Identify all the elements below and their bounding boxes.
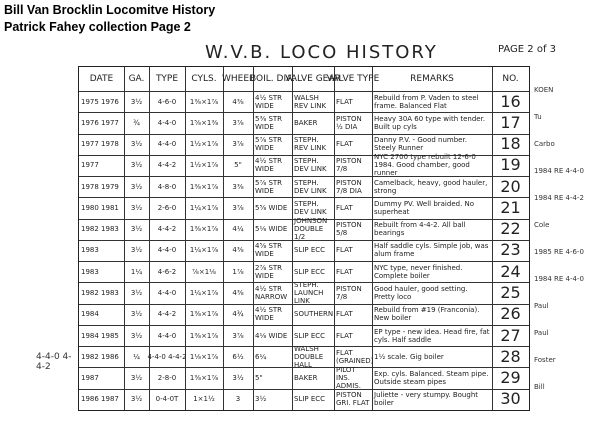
cell-remarks: Exp. cyls. Balanced. Steam pipe. Outside steam pipes: [374, 370, 489, 387]
column-divider: [253, 67, 254, 410]
cell-valve-gear: SOUTHERN: [294, 310, 334, 319]
cell-number: 26: [500, 304, 521, 324]
cell-gauge: 3½: [130, 225, 143, 234]
cell-boiler-diameter: 4½ STR WIDE: [255, 157, 283, 174]
cell-wheel: 3⅞: [232, 331, 244, 340]
cell-cylinders: 1⅜×1⅞: [189, 310, 219, 319]
cell-valve-type: FLAT: [336, 310, 353, 319]
cell-type: 4-4-2: [157, 161, 177, 170]
cell-wheel: 4¼: [232, 225, 244, 234]
cell-remarks: NYC type, never finished. Complete boiler: [374, 263, 463, 280]
cell-remarks: Half saddle cyls. Simple job, was alum frame: [374, 242, 489, 259]
cell-number: 25: [500, 283, 521, 303]
right-margin-note: Paul: [534, 329, 549, 337]
cell-date: 1982 1986: [81, 352, 119, 361]
cell-remarks: NYC 2700 type rebuilt 12-6-0 1984. Good chamber, good runner: [374, 153, 476, 178]
cell-gauge: 3½: [130, 246, 143, 255]
cell-wheel: 3⅞: [232, 118, 244, 127]
cell-remarks: Rebuild from #19 (Franconia). New boiler: [374, 306, 480, 323]
cell-cylinders: 1¼×1⅞: [189, 246, 219, 255]
cell-date: 1987: [81, 374, 99, 383]
sheet-title: W.V.B. LOCO HISTORY: [205, 42, 438, 63]
cell-valve-type: PISTON GRI. FLAT: [336, 391, 370, 408]
cell-valve-type: FLAT: [336, 97, 353, 106]
right-margin-note: Cole: [534, 221, 550, 229]
cell-valve-type: FLAT: [336, 140, 353, 149]
cell-cylinders: 1⅜×1⅞: [189, 225, 219, 234]
cell-type: 4-8-0: [157, 182, 177, 191]
cell-gauge: 1¼: [130, 267, 143, 276]
cell-valve-gear: BAKER: [294, 118, 318, 127]
cell-cylinders: 1½×1⅞: [189, 140, 219, 149]
cell-cylinders: 1×1½: [193, 395, 215, 404]
column-header-wheel: WHEEL: [221, 74, 255, 84]
cell-remarks: Camelback, heavy, good hauler, strong: [374, 178, 488, 195]
cell-type: 0-4-0T: [155, 395, 179, 404]
column-header-date: DATE: [89, 74, 114, 84]
cell-date: 1977 1978: [81, 140, 119, 149]
cell-date: 1975 1976: [81, 97, 119, 106]
cell-valve-type: PISTON 7/8: [336, 285, 362, 302]
cell-boiler-diameter: 2⅞ STR WIDE: [255, 263, 283, 280]
cell-wheel: 4⅜: [232, 289, 244, 298]
cell-number: 22: [500, 219, 521, 239]
cell-date: 1982 1983: [81, 225, 119, 234]
right-margin-note: KOEN: [534, 86, 554, 94]
loco-history-table: [78, 66, 530, 411]
cell-number: 29: [500, 368, 521, 388]
cell-gauge: 3½: [130, 289, 143, 298]
cell-valve-gear: STEPH. REV LINK: [294, 136, 327, 153]
cell-remarks: Danny P.V. - Good number. Steely Runner: [374, 136, 467, 153]
cell-valve-type: PISTON 5/8: [336, 221, 362, 238]
cell-remarks: Heavy 30A 60 type with tender. Built up cyls: [374, 114, 486, 131]
cell-date: 1977: [81, 161, 99, 170]
cell-date: 1978 1979: [81, 182, 119, 191]
cell-type: 4-4-0: [157, 246, 177, 255]
cell-date: 1980 1981: [81, 203, 119, 212]
cell-valve-type: FLAT (GRAINED): [336, 348, 374, 365]
cell-type: 4-6-2: [157, 267, 177, 276]
cell-cylinders: 1¼×1⅞: [189, 203, 219, 212]
cell-gauge: 3½: [130, 97, 143, 106]
cell-number: 21: [500, 197, 521, 217]
cell-number: 18: [500, 134, 521, 154]
cell-date: 1982 1983: [81, 289, 119, 298]
cell-valve-gear: SLIP ECC: [294, 331, 326, 340]
right-margin-note: Carbo: [534, 140, 555, 148]
cell-number: 27: [500, 325, 521, 345]
cell-type: 4-4-2: [157, 225, 177, 234]
cell-number: 19: [500, 155, 521, 175]
cell-boiler-diameter: 5⅜ STR WIDE: [255, 114, 283, 131]
cell-gauge: 3½: [130, 310, 143, 319]
cell-remarks: 1½ scale. Gig boiler: [374, 352, 444, 361]
cell-boiler-diameter: 5": [255, 374, 263, 383]
cell-cylinders: 1¼×1⅞: [189, 289, 219, 298]
column-header-cylinders: CYLS.: [191, 74, 217, 84]
cell-type: 2-8-0: [157, 374, 177, 383]
cell-wheel: 3⅞: [232, 140, 244, 149]
cell-boiler-diameter: 4½ STR NARROW: [255, 285, 288, 302]
cell-cylinders: 1⅛×1⅞: [189, 352, 219, 361]
right-margin-note: Tu: [534, 113, 542, 121]
cell-gauge: 3½: [130, 140, 143, 149]
document-title: Bill Van Brocklin Locomitve History: [4, 3, 216, 17]
cell-boiler-diameter: 3½: [255, 395, 267, 404]
cell-number: 17: [500, 112, 521, 132]
cell-type: 2-6-0: [157, 203, 177, 212]
cell-number: 23: [500, 240, 521, 260]
cell-gauge: ¾: [133, 118, 140, 127]
cell-number: 24: [500, 261, 521, 281]
cell-date: 1986 1987: [81, 395, 119, 404]
cell-cylinders: 1⅝×1⅜: [189, 118, 219, 127]
left-margin-note: 4-4-0 4-4-2: [36, 352, 72, 372]
column-header-gauge: GA.: [128, 74, 145, 84]
right-margin-note: Paul: [534, 302, 549, 310]
column-header-boiler-diameter: BOIL. DIA.: [250, 74, 295, 84]
cell-type: 4-4-0: [157, 331, 177, 340]
cell-wheel: 3⅞: [232, 203, 244, 212]
column-header-type: TYPE: [155, 74, 179, 84]
column-divider: [334, 67, 335, 410]
cell-wheel: 4⅜: [232, 97, 244, 106]
cell-valve-gear: STEPH. LAUNCH LINK: [294, 281, 324, 306]
cell-cylinders: 1⅜×1⅞: [189, 97, 219, 106]
cell-boiler-diameter: 4⅝ STR WIDE: [255, 242, 283, 259]
cell-boiler-diameter: 5⅞ STR WIDE: [255, 178, 283, 195]
right-margin-note: 1984 RE 4-4-0: [534, 275, 584, 283]
cell-type: 4-4-0 4-4-2: [147, 352, 187, 361]
cell-gauge: 3½: [130, 374, 143, 383]
cell-valve-type: PISTON 7/8: [336, 157, 362, 174]
cell-cylinders: ⅞×1⅛: [192, 267, 216, 276]
cell-valve-gear: SLIP ECC: [294, 246, 326, 255]
cell-cylinders: 1⅜×1⅞: [189, 182, 219, 191]
cell-valve-gear: WALSH REV LINK: [294, 93, 327, 110]
cell-date: 1983: [81, 267, 99, 276]
cell-valve-type: FLAT: [336, 267, 353, 276]
right-margin-note: 1984 RE 4-4-2: [534, 194, 584, 202]
cell-wheel: 3½: [232, 374, 244, 383]
cell-type: 4-4-0: [157, 289, 177, 298]
cell-wheel: 1⅞: [232, 267, 244, 276]
cell-wheel: 4⅜: [232, 246, 244, 255]
cell-wheel: 3⅜: [232, 182, 244, 191]
right-margin-note: 1984 RE 4-4-0: [534, 167, 584, 175]
cell-date: 1984 1985: [81, 331, 119, 340]
cell-cylinders: 1⅜×1⅞: [189, 331, 219, 340]
column-header-number: NO.: [502, 74, 519, 84]
cell-boiler-diameter: 4⅛ WIDE: [255, 331, 288, 340]
cell-valve-gear: JOHNSON DOUBLE 1/2: [294, 217, 328, 242]
cell-boiler-diameter: 4½ STR WIDE: [255, 306, 283, 323]
cell-type: 4-4-0: [157, 118, 177, 127]
cell-remarks: Dummy PV. Well braided. No superheat: [374, 199, 475, 216]
cell-boiler-diameter: 5⅝ WIDE: [255, 203, 288, 212]
cell-remarks: Good hauler, good setting. Pretty loco: [374, 285, 468, 302]
cell-date: 1984: [81, 310, 99, 319]
cell-wheel: 4¾: [232, 310, 244, 319]
cell-valve-gear: STEPH. DEV LINK: [294, 199, 327, 216]
cell-valve-type: FLAT: [336, 331, 353, 340]
column-divider: [124, 67, 125, 410]
cell-boiler-diameter: 5⅞ STR WIDE: [255, 136, 283, 153]
column-header-remarks: REMARKS: [410, 74, 454, 84]
cell-valve-gear: WALSH DOUBLE HALL: [294, 344, 324, 369]
cell-remarks: Rebuild from P. Vaden to steel frame. Balanced Flat: [374, 93, 479, 110]
cell-type: 4-4-0: [157, 140, 177, 149]
column-header-valve-gear: VALVE GEAR: [285, 74, 341, 84]
cell-cylinders: 1⅜×1⅞: [189, 374, 219, 383]
cell-gauge: 3½: [130, 182, 143, 191]
cell-valve-gear: BAKER: [294, 374, 318, 383]
cell-valve-type: FLAT: [336, 203, 353, 212]
cell-number: 16: [500, 91, 521, 111]
cell-remarks: Rebuilt from 4-4-2. All ball bearings: [374, 221, 466, 238]
cell-valve-type: PISTON 7/8 DIA: [336, 178, 362, 195]
cell-gauge: 3½: [130, 395, 143, 404]
column-header-valve-type: VALVE TYPE: [326, 74, 380, 84]
cell-gauge: ¼: [133, 352, 140, 361]
cell-valve-type: FLAT: [336, 246, 353, 255]
column-divider: [223, 67, 224, 410]
cell-cylinders: 1½×1⅞: [189, 161, 219, 170]
cell-type: 4-4-2: [157, 310, 177, 319]
column-divider: [292, 67, 293, 410]
right-margin-note: Bill: [534, 383, 545, 391]
document-subtitle: Patrick Fahey collection Page 2: [4, 20, 191, 34]
cell-valve-gear: STEPH. DEV LINK: [294, 178, 327, 195]
cell-boiler-diameter: 4½ STR WIDE: [255, 93, 283, 110]
cell-remarks: EP type - new idea. Head fire, fat cyls. Half saddle: [374, 327, 490, 344]
right-margin-note: 1985 RE 4-6-0: [534, 248, 584, 256]
cell-valve-type: PISTON ½ DIA: [336, 114, 362, 131]
cell-wheel: 3: [235, 395, 241, 404]
cell-valve-gear: STEPH. DEV LINK: [294, 157, 327, 174]
right-margin-note: Foster: [534, 356, 556, 364]
cell-remarks: Juliette - very stumpy. Bought boiler: [374, 391, 478, 408]
cell-type: 4-6-0: [157, 97, 177, 106]
cell-wheel: 5": [234, 161, 242, 170]
cell-wheel: 6½: [232, 352, 244, 361]
cell-number: 20: [500, 176, 521, 196]
cell-number: 30: [500, 389, 521, 409]
cell-number: 28: [500, 346, 521, 366]
page-number: PAGE 2 of 3: [498, 44, 557, 55]
cell-date: 1983: [81, 246, 99, 255]
cell-gauge: 3½: [130, 331, 143, 340]
cell-boiler-diameter: 6¼: [255, 352, 267, 361]
cell-gauge: 3½: [130, 161, 143, 170]
cell-boiler-diameter: 5⅛ WIDE: [255, 225, 288, 234]
cell-valve-gear: SLIP ECC: [294, 267, 326, 276]
cell-valve-gear: SLIP ECC: [294, 395, 326, 404]
cell-valve-type: PILOT INS. ADMIS.: [336, 366, 361, 391]
cell-date: 1976 1977: [81, 118, 119, 127]
cell-gauge: 3½: [130, 203, 143, 212]
column-divider: [492, 67, 493, 410]
